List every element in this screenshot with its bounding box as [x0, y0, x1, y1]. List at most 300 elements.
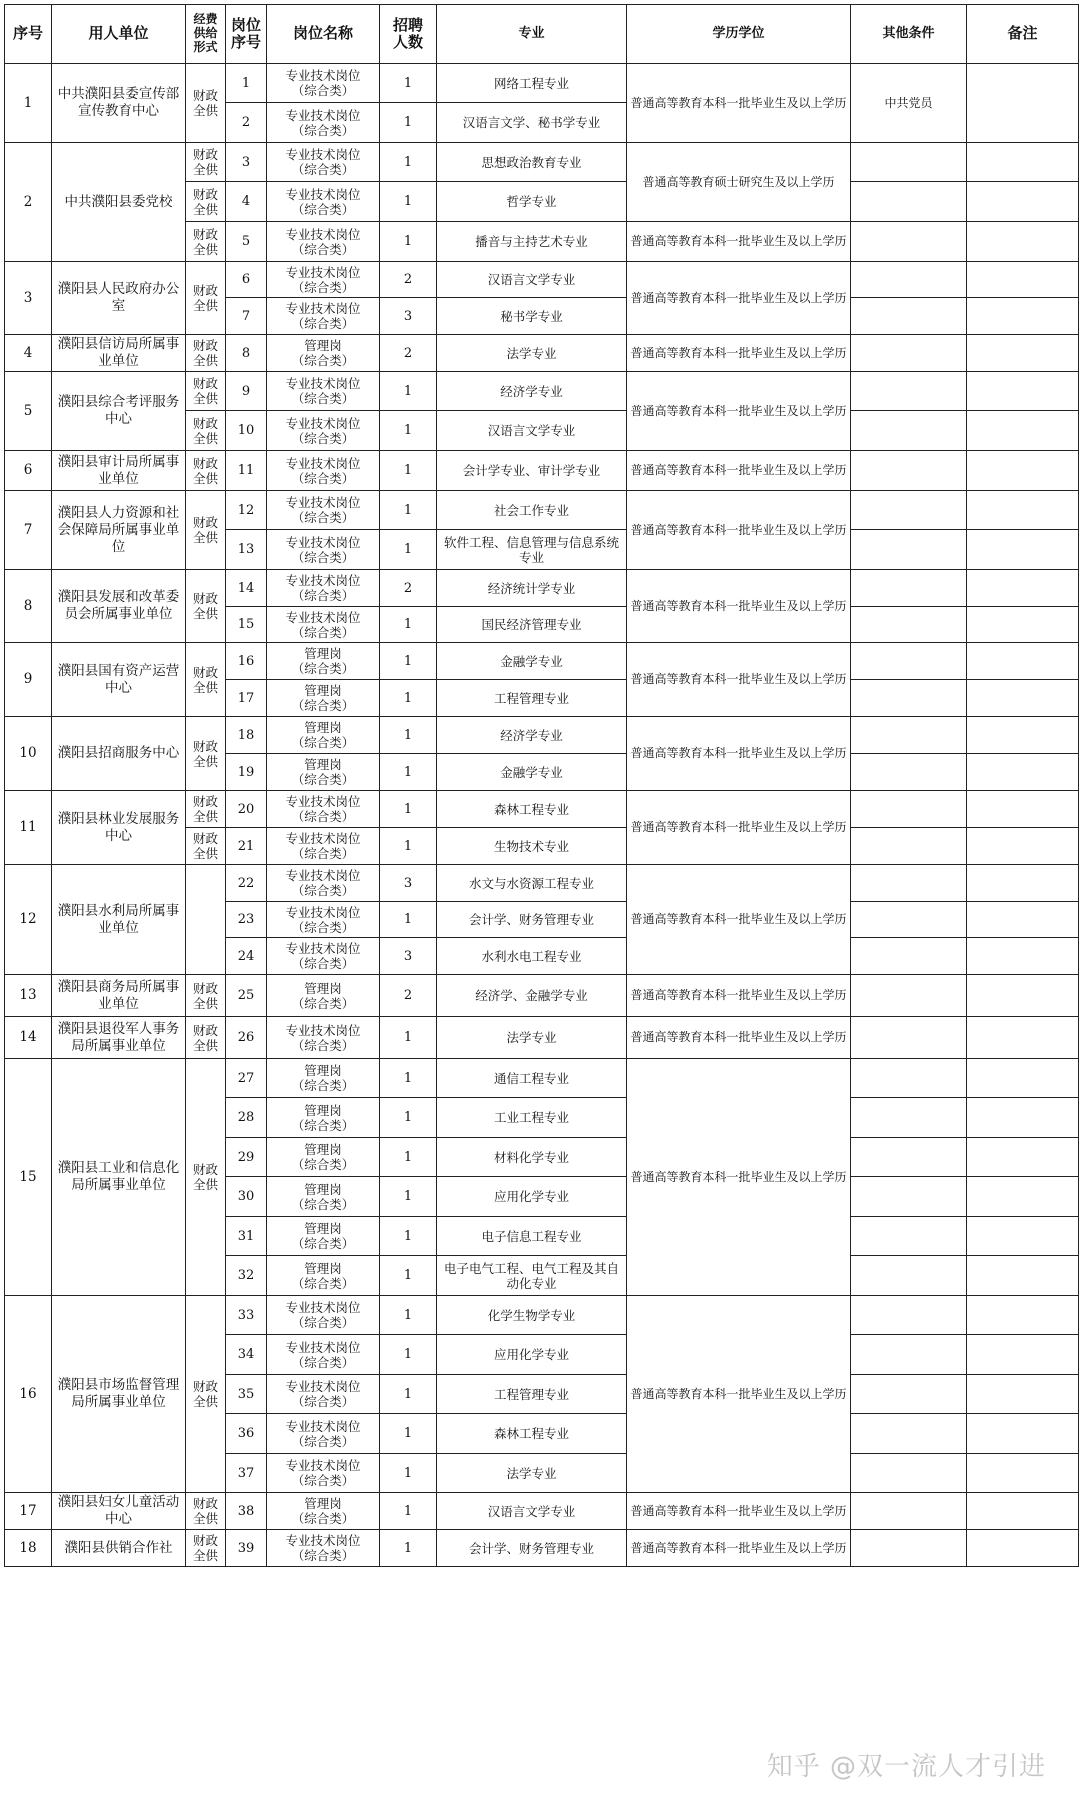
education-cell: 普通高等教育本科一批毕业生及以上学历: [627, 1059, 851, 1296]
post-name-cell: 专业技术岗位 （综合类）: [267, 607, 380, 643]
count-cell: 3: [380, 938, 437, 975]
unit-name-cell: 濮阳县妇女儿童活动中心: [52, 1493, 186, 1530]
post-name-cell: 专业技术岗位 （综合类）: [267, 791, 380, 828]
remark-cell: [967, 680, 1079, 717]
unit-name-cell: 濮阳县审计局所属事业单位: [52, 451, 186, 491]
post-name-cell: 专业技术岗位 （综合类）: [267, 103, 380, 143]
post-name-cell: 管理岗 （综合类）: [267, 1177, 380, 1217]
remark-cell: [967, 1414, 1079, 1454]
remark-cell: [967, 262, 1079, 298]
count-cell: 1: [380, 791, 437, 828]
other-conditions-cell: [851, 1098, 967, 1138]
education-cell: 普通高等教育本科一批毕业生及以上学历: [627, 451, 851, 491]
remark-cell: [967, 938, 1079, 975]
count-cell: 3: [380, 865, 437, 902]
unit-name-cell: 濮阳县林业发展服务中心: [52, 791, 186, 865]
count-cell: 1: [380, 1296, 437, 1335]
major-cell: 哲学专业: [437, 182, 627, 222]
other-conditions-cell: [851, 143, 967, 182]
education-cell: 普通高等教育本科一批毕业生及以上学历: [627, 335, 851, 372]
header-unit: 用人单位: [52, 5, 186, 64]
unit-name-cell: 濮阳县供销合作社: [52, 1530, 186, 1567]
table-row: [5, 1296, 1079, 1335]
major-cell: 工程管理专业: [437, 680, 627, 717]
header-post-no: 岗位 序号: [226, 5, 267, 64]
count-cell: 1: [380, 491, 437, 530]
count-cell: 2: [380, 570, 437, 607]
post-name-cell: 管理岗 （综合类）: [267, 1098, 380, 1138]
table-row: [5, 643, 1079, 680]
education-cell: 普通高等教育本科一批毕业生及以上学历: [627, 717, 851, 791]
education-cell: 普通高等教育本科一批毕业生及以上学历: [627, 372, 851, 451]
count-cell: 1: [380, 222, 437, 262]
count-cell: 1: [380, 64, 437, 103]
count-cell: 1: [380, 1256, 437, 1296]
table-row: [5, 372, 1079, 411]
table-row: [5, 1530, 1079, 1567]
post-no-cell: 3: [226, 143, 267, 182]
remark-cell: [967, 335, 1079, 372]
major-cell: 法学专业: [437, 1454, 627, 1493]
post-name-cell: 专业技术岗位 （综合类）: [267, 262, 380, 298]
post-name-cell: 管理岗 （综合类）: [267, 1138, 380, 1177]
post-name-cell: 专业技术岗位 （综合类）: [267, 182, 380, 222]
table-row: [5, 1493, 1079, 1530]
major-cell: 汉语言文学、秘书学专业: [437, 103, 627, 143]
watermark: 知乎 @双一流人才引进: [766, 1752, 1046, 1782]
major-cell: 网络工程专业: [437, 64, 627, 103]
post-no-cell: 13: [226, 530, 267, 570]
funding-cell: 财政全供: [186, 411, 226, 451]
post-name-cell: 管理岗 （综合类）: [267, 680, 380, 717]
post-no-cell: 30: [226, 1177, 267, 1217]
major-cell: 化学生物学专业: [437, 1296, 627, 1335]
remark-cell: [967, 1098, 1079, 1138]
education-cell: 普通高等教育本科一批毕业生及以上学历: [627, 791, 851, 865]
other-conditions-cell: [851, 530, 967, 570]
other-conditions-cell: [851, 1059, 967, 1098]
count-cell: 2: [380, 975, 437, 1017]
other-conditions-cell: 中共党员: [851, 64, 967, 143]
count-cell: 1: [380, 1217, 437, 1256]
count-cell: 1: [380, 103, 437, 143]
remark-cell: [967, 1059, 1079, 1098]
other-conditions-cell: [851, 372, 967, 411]
post-no-cell: 35: [226, 1375, 267, 1414]
funding-cell: 财政全供: [186, 570, 226, 643]
post-name-cell: 管理岗 （综合类）: [267, 1059, 380, 1098]
remark-cell: [967, 1138, 1079, 1177]
remark-cell: [967, 143, 1079, 182]
funding-cell: 财政全供: [186, 717, 226, 791]
table-body: [5, 64, 1079, 1567]
count-cell: 1: [380, 1493, 437, 1530]
post-no-cell: 15: [226, 607, 267, 643]
remark-cell: [967, 1454, 1079, 1493]
header-count: 招聘 人数: [380, 5, 437, 64]
education-cell: 普通高等教育本科一批毕业生及以上学历: [627, 222, 851, 262]
funding-cell: 财政全供: [186, 262, 226, 335]
count-cell: 1: [380, 1138, 437, 1177]
header-remark: 备注: [967, 5, 1079, 64]
remark-cell: [967, 491, 1079, 530]
education-cell: 普通高等教育本科一批毕业生及以上学历: [627, 64, 851, 143]
major-cell: 经济学专业: [437, 717, 627, 754]
post-name-cell: 管理岗 （综合类）: [267, 643, 380, 680]
count-cell: 1: [380, 902, 437, 938]
other-conditions-cell: [851, 754, 967, 791]
post-name-cell: 专业技术岗位 （综合类）: [267, 1530, 380, 1567]
other-conditions-cell: [851, 1530, 967, 1567]
other-conditions-cell: [851, 680, 967, 717]
table-row: [5, 865, 1079, 902]
unit-name-cell: 濮阳县水利局所属事业单位: [52, 865, 186, 975]
post-no-cell: 17: [226, 680, 267, 717]
post-no-cell: 23: [226, 902, 267, 938]
funding-cell: 财政全供: [186, 335, 226, 372]
post-no-cell: 28: [226, 1098, 267, 1138]
post-name-cell: 专业技术岗位 （综合类）: [267, 411, 380, 451]
post-name-cell: 专业技术岗位 （综合类）: [267, 938, 380, 975]
unit-seq-cell: 15: [5, 1059, 52, 1296]
education-cell: 普通高等教育硕士研究生及以上学历: [627, 143, 851, 222]
other-conditions-cell: [851, 570, 967, 607]
post-name-cell: 专业技术岗位 （综合类）: [267, 530, 380, 570]
post-no-cell: 16: [226, 643, 267, 680]
remark-cell: [967, 1296, 1079, 1335]
other-conditions-cell: [851, 451, 967, 491]
post-no-cell: 14: [226, 570, 267, 607]
table-row: [5, 975, 1079, 1017]
remark-cell: [967, 411, 1079, 451]
unit-name-cell: 濮阳县市场监督管理局所属事业单位: [52, 1296, 186, 1493]
major-cell: 森林工程专业: [437, 1414, 627, 1454]
remark-cell: [967, 717, 1079, 754]
post-no-cell: 5: [226, 222, 267, 262]
unit-seq-cell: 17: [5, 1493, 52, 1530]
other-conditions-cell: [851, 1017, 967, 1059]
post-name-cell: 管理岗 （综合类）: [267, 754, 380, 791]
funding-cell: 财政全供: [186, 1296, 226, 1493]
other-conditions-cell: [851, 222, 967, 262]
funding-cell: 财政全供: [186, 1530, 226, 1567]
major-cell: 思想政治教育专业: [437, 143, 627, 182]
education-cell: 普通高等教育本科一批毕业生及以上学历: [627, 643, 851, 717]
post-no-cell: 33: [226, 1296, 267, 1335]
funding-cell: 财政全供: [186, 143, 226, 182]
post-name-cell: 专业技术岗位 （综合类）: [267, 1335, 380, 1375]
funding-cell: 财政全供: [186, 64, 226, 143]
remark-cell: [967, 1493, 1079, 1530]
other-conditions-cell: [851, 1375, 967, 1414]
post-name-cell: 专业技术岗位 （综合类）: [267, 828, 380, 865]
unit-name-cell: 濮阳县招商服务中心: [52, 717, 186, 791]
other-conditions-cell: [851, 491, 967, 530]
unit-seq-cell: 11: [5, 791, 52, 865]
count-cell: 1: [380, 372, 437, 411]
post-name-cell: 专业技术岗位 （综合类）: [267, 298, 380, 335]
funding-cell: 财政全供: [186, 222, 226, 262]
remark-cell: [967, 828, 1079, 865]
remark-cell: [967, 451, 1079, 491]
post-no-cell: 24: [226, 938, 267, 975]
unit-name-cell: 中共濮阳县委宣传部宣传教育中心: [52, 64, 186, 143]
major-cell: 应用化学专业: [437, 1335, 627, 1375]
major-cell: 应用化学专业: [437, 1177, 627, 1217]
count-cell: 1: [380, 1375, 437, 1414]
post-name-cell: 专业技术岗位 （综合类）: [267, 1414, 380, 1454]
post-no-cell: 38: [226, 1493, 267, 1530]
count-cell: 1: [380, 680, 437, 717]
table-row: [5, 143, 1079, 182]
remark-cell: [967, 791, 1079, 828]
major-cell: 会计学专业、审计学专业: [437, 451, 627, 491]
count-cell: 1: [380, 717, 437, 754]
major-cell: 工业工程专业: [437, 1098, 627, 1138]
remark-cell: [967, 182, 1079, 222]
table-row: [5, 570, 1079, 607]
unit-seq-cell: 16: [5, 1296, 52, 1493]
education-cell: 普通高等教育本科一批毕业生及以上学历: [627, 1296, 851, 1493]
header-seq: 序号: [5, 5, 52, 64]
major-cell: 法学专业: [437, 1017, 627, 1059]
funding-cell: 财政全供: [186, 182, 226, 222]
other-conditions-cell: [851, 1335, 967, 1375]
remark-cell: [967, 975, 1079, 1017]
count-cell: 1: [380, 1098, 437, 1138]
education-cell: 普通高等教育本科一批毕业生及以上学历: [627, 865, 851, 975]
other-conditions-cell: [851, 335, 967, 372]
major-cell: 水利水电工程专业: [437, 938, 627, 975]
post-name-cell: 管理岗 （综合类）: [267, 1493, 380, 1530]
post-name-cell: 专业技术岗位 （综合类）: [267, 865, 380, 902]
funding-cell: 财政全供: [186, 643, 226, 717]
education-cell: 普通高等教育本科一批毕业生及以上学历: [627, 262, 851, 335]
count-cell: 1: [380, 754, 437, 791]
unit-seq-cell: 6: [5, 451, 52, 491]
other-conditions-cell: [851, 828, 967, 865]
major-cell: 通信工程专业: [437, 1059, 627, 1098]
other-conditions-cell: [851, 182, 967, 222]
major-cell: 汉语言文学专业: [437, 262, 627, 298]
funding-cell: 财政全供: [186, 491, 226, 570]
post-name-cell: 专业技术岗位 （综合类）: [267, 143, 380, 182]
post-no-cell: 9: [226, 372, 267, 411]
remark-cell: [967, 902, 1079, 938]
unit-name-cell: 中共濮阳县委党校: [52, 143, 186, 262]
count-cell: 2: [380, 335, 437, 372]
unit-seq-cell: 1: [5, 64, 52, 143]
remark-cell: [967, 1017, 1079, 1059]
education-cell: 普通高等教育本科一批毕业生及以上学历: [627, 491, 851, 570]
post-no-cell: 19: [226, 754, 267, 791]
education-cell: 普通高等教育本科一批毕业生及以上学历: [627, 1493, 851, 1530]
post-no-cell: 37: [226, 1454, 267, 1493]
funding-cell: 财政全供: [186, 1017, 226, 1059]
major-cell: 经济学专业: [437, 372, 627, 411]
post-no-cell: 18: [226, 717, 267, 754]
major-cell: 电子电气工程、电气工程及其自动化专业: [437, 1256, 627, 1296]
remark-cell: [967, 298, 1079, 335]
count-cell: 1: [380, 607, 437, 643]
other-conditions-cell: [851, 1493, 967, 1530]
count-cell: 1: [380, 1530, 437, 1567]
post-no-cell: 25: [226, 975, 267, 1017]
post-name-cell: 管理岗 （综合类）: [267, 975, 380, 1017]
count-cell: 1: [380, 143, 437, 182]
other-conditions-cell: [851, 1138, 967, 1177]
other-conditions-cell: [851, 1217, 967, 1256]
major-cell: 生物技术专业: [437, 828, 627, 865]
remark-cell: [967, 64, 1079, 143]
major-cell: 工程管理专业: [437, 1375, 627, 1414]
post-no-cell: 39: [226, 1530, 267, 1567]
post-no-cell: 36: [226, 1414, 267, 1454]
post-name-cell: 专业技术岗位 （综合类）: [267, 222, 380, 262]
other-conditions-cell: [851, 1414, 967, 1454]
major-cell: 水文与水资源工程专业: [437, 865, 627, 902]
post-no-cell: 21: [226, 828, 267, 865]
other-conditions-cell: [851, 717, 967, 754]
remark-cell: [967, 865, 1079, 902]
major-cell: 金融学专业: [437, 754, 627, 791]
unit-name-cell: 濮阳县人民政府办公室: [52, 262, 186, 335]
recruitment-table-sheet: [4, 4, 1079, 1567]
post-name-cell: 专业技术岗位 （综合类）: [267, 1296, 380, 1335]
major-cell: 材料化学专业: [437, 1138, 627, 1177]
post-no-cell: 26: [226, 1017, 267, 1059]
unit-seq-cell: 8: [5, 570, 52, 643]
header-funding: 经费 供给 形式: [186, 5, 226, 64]
education-cell: 普通高等教育本科一批毕业生及以上学历: [627, 1530, 851, 1567]
other-conditions-cell: [851, 298, 967, 335]
other-conditions-cell: [851, 607, 967, 643]
unit-seq-cell: 14: [5, 1017, 52, 1059]
count-cell: 1: [380, 451, 437, 491]
other-conditions-cell: [851, 643, 967, 680]
unit-seq-cell: 10: [5, 717, 52, 791]
other-conditions-cell: [851, 865, 967, 902]
major-cell: 汉语言文学专业: [437, 1493, 627, 1530]
post-name-cell: 管理岗 （综合类）: [267, 1256, 380, 1296]
count-cell: 2: [380, 262, 437, 298]
unit-seq-cell: 18: [5, 1530, 52, 1567]
major-cell: 播音与主持艺术专业: [437, 222, 627, 262]
post-no-cell: 27: [226, 1059, 267, 1098]
post-no-cell: 34: [226, 1335, 267, 1375]
table-row: [5, 262, 1079, 298]
unit-seq-cell: 7: [5, 491, 52, 570]
other-conditions-cell: [851, 791, 967, 828]
post-name-cell: 专业技术岗位 （综合类）: [267, 1454, 380, 1493]
table-row: [5, 717, 1079, 754]
major-cell: 软件工程、信息管理与信息系统专业: [437, 530, 627, 570]
unit-name-cell: 濮阳县综合考评服务中心: [52, 372, 186, 451]
post-name-cell: 专业技术岗位 （综合类）: [267, 451, 380, 491]
table-row: [5, 451, 1079, 491]
post-no-cell: 20: [226, 791, 267, 828]
post-no-cell: 4: [226, 182, 267, 222]
major-cell: 法学专业: [437, 335, 627, 372]
post-no-cell: 11: [226, 451, 267, 491]
remark-cell: [967, 1217, 1079, 1256]
unit-seq-cell: 2: [5, 143, 52, 262]
post-name-cell: 专业技术岗位 （综合类）: [267, 570, 380, 607]
table-row: [5, 791, 1079, 828]
unit-name-cell: 濮阳县国有资产运营中心: [52, 643, 186, 717]
post-no-cell: 7: [226, 298, 267, 335]
funding-cell: [186, 865, 226, 975]
post-no-cell: 12: [226, 491, 267, 530]
post-name-cell: 管理岗 （综合类）: [267, 335, 380, 372]
count-cell: 3: [380, 298, 437, 335]
count-cell: 1: [380, 643, 437, 680]
major-cell: 经济统计学专业: [437, 570, 627, 607]
remark-cell: [967, 643, 1079, 680]
unit-seq-cell: 5: [5, 372, 52, 451]
post-name-cell: 专业技术岗位 （综合类）: [267, 1017, 380, 1059]
funding-cell: 财政全供: [186, 1493, 226, 1530]
header-row: [5, 5, 1079, 64]
table-row: [5, 491, 1079, 530]
count-cell: 1: [380, 828, 437, 865]
post-name-cell: 专业技术岗位 （综合类）: [267, 491, 380, 530]
major-cell: 国民经济管理专业: [437, 607, 627, 643]
other-conditions-cell: [851, 1177, 967, 1217]
major-cell: 金融学专业: [437, 643, 627, 680]
unit-name-cell: 濮阳县商务局所属事业单位: [52, 975, 186, 1017]
post-no-cell: 2: [226, 103, 267, 143]
major-cell: 汉语言文学专业: [437, 411, 627, 451]
count-cell: 1: [380, 1335, 437, 1375]
header-post-name: 岗位名称: [267, 5, 380, 64]
unit-name-cell: 濮阳县人力资源和社会保障局所属事业单位: [52, 491, 186, 570]
other-conditions-cell: [851, 938, 967, 975]
table-row: [5, 1017, 1079, 1059]
remark-cell: [967, 372, 1079, 411]
post-no-cell: 10: [226, 411, 267, 451]
count-cell: 1: [380, 411, 437, 451]
funding-cell: 财政全供: [186, 1059, 226, 1296]
unit-name-cell: 濮阳县发展和改革委员会所属事业单位: [52, 570, 186, 643]
post-name-cell: 专业技术岗位 （综合类）: [267, 372, 380, 411]
funding-cell: 财政全供: [186, 451, 226, 491]
major-cell: 经济学、金融学专业: [437, 975, 627, 1017]
count-cell: 1: [380, 1414, 437, 1454]
post-no-cell: 1: [226, 64, 267, 103]
count-cell: 1: [380, 1017, 437, 1059]
major-cell: 森林工程专业: [437, 791, 627, 828]
remark-cell: [967, 607, 1079, 643]
other-conditions-cell: [851, 1296, 967, 1335]
count-cell: 1: [380, 1454, 437, 1493]
funding-cell: 财政全供: [186, 372, 226, 411]
other-conditions-cell: [851, 975, 967, 1017]
remark-cell: [967, 222, 1079, 262]
count-cell: 1: [380, 1177, 437, 1217]
remark-cell: [967, 530, 1079, 570]
remark-cell: [967, 1256, 1079, 1296]
table-row: [5, 335, 1079, 372]
funding-cell: 财政全供: [186, 975, 226, 1017]
remark-cell: [967, 1530, 1079, 1567]
remark-cell: [967, 1177, 1079, 1217]
education-cell: 普通高等教育本科一批毕业生及以上学历: [627, 1017, 851, 1059]
education-cell: 普通高等教育本科一批毕业生及以上学历: [627, 975, 851, 1017]
recruitment-table: [4, 4, 1079, 1567]
unit-seq-cell: 9: [5, 643, 52, 717]
major-cell: 社会工作专业: [437, 491, 627, 530]
